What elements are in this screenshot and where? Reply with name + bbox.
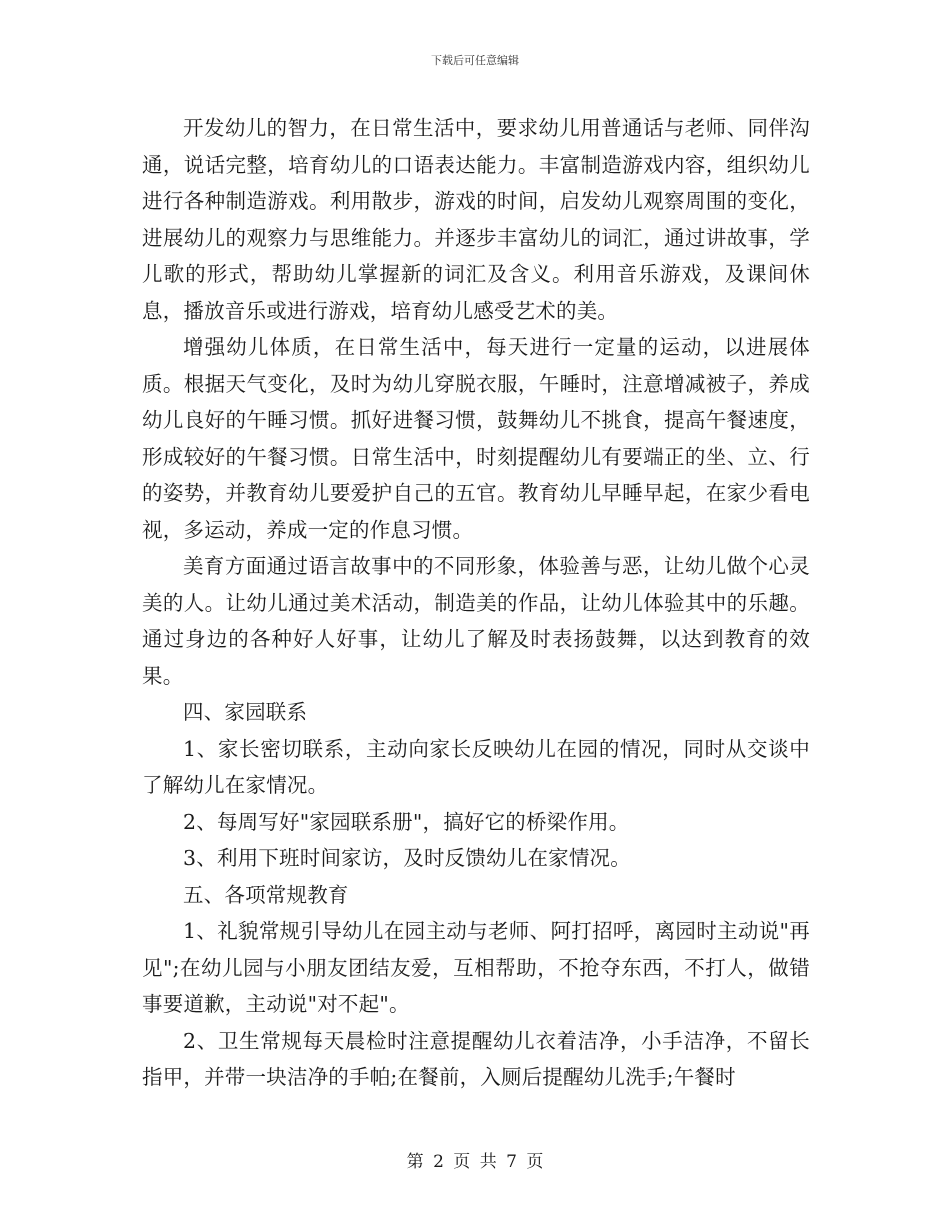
section-heading-routines: 五、各项常规教育: [183, 882, 349, 907]
list-item-home-school-3: 3、利用下班时间家访，及时反馈幼儿在家情况。: [183, 846, 631, 870]
list-item-routine-1: 1、礼貌常规引导幼儿在园主动与老师、阿打招呼，离园时主动说"再见";在幼儿园与小朋友团结友爱，互相帮助，不抢夺东西，不打人，做错事要道歉，主动说"对不起"。: [142, 919, 810, 1016]
section-heading-home-school: 四、家园联系: [183, 700, 308, 724]
page-header: 下载后可任意编辑: [431, 54, 519, 67]
paragraph-physique: 增强幼儿体质，在日常生活中，每天进行一定量的运动，以进展体质。根据天气变化，及时为幼儿穿脱衣服，午睡时，注意增减被子，养成幼儿良好的午睡习惯。抓好进餐习惯，鼓舞幼儿不挑食，提高午餐速度，形成较好的午餐习惯。日常生活中，时刻提醒幼儿有要端正的坐、立、行的姿势，并教育幼儿要爱护自己的五官。教育幼儿早睡早起，在家少看电视，多运动，养成一定的作息习惯。: [142, 335, 810, 542]
list-item-routine-2: 2、卫生常规每天晨检时注意提醒幼儿衣着洁净，小手洁净，不留长指甲，并带一块洁净的手帕;在餐前，入厕后提醒幼儿洗手;午餐时: [142, 1028, 810, 1089]
list-item-home-school-1: 1、家长密切联系，主动向家长反映幼儿在园的情况，同时从交谈中了解幼儿在家情况。: [142, 736, 810, 797]
document-body: [142, 110, 810, 1096]
page-number: 第 2 页 共 7 页: [406, 1152, 544, 1172]
paragraph-aesthetics: 美育方面通过语言故事中的不同形象，体验善与恶，让幼儿做个心灵美的人。让幼儿通过美术活动，制造美的作品，让幼儿体验其中的乐趣。通过身边的各种好人好事，让幼儿了解及时表扬鼓舞，以达到教育的效果。: [142, 554, 810, 688]
paragraph-intellect: 开发幼儿的智力，在日常生活中，要求幼儿用普通话与老师、同伴沟通，说话完整，培育幼儿的口语表达能力。丰富制造游戏内容，组织幼儿进行各种制造游戏。利用散步，游戏的时间，启发幼儿观察周围的变化，进展幼儿的观察力与思维能力。并逐步丰富幼儿的词汇，通过讲故事，学儿歌的形式，帮助幼儿掌握新的词汇及含义。利用音乐游戏，及课间休息，播放音乐或进行游戏，培育幼儿感受艺术的美。: [142, 116, 810, 323]
list-item-home-school-2: 2、每周写好"家园联系册"，搞好它的桥梁作用。: [183, 809, 630, 834]
